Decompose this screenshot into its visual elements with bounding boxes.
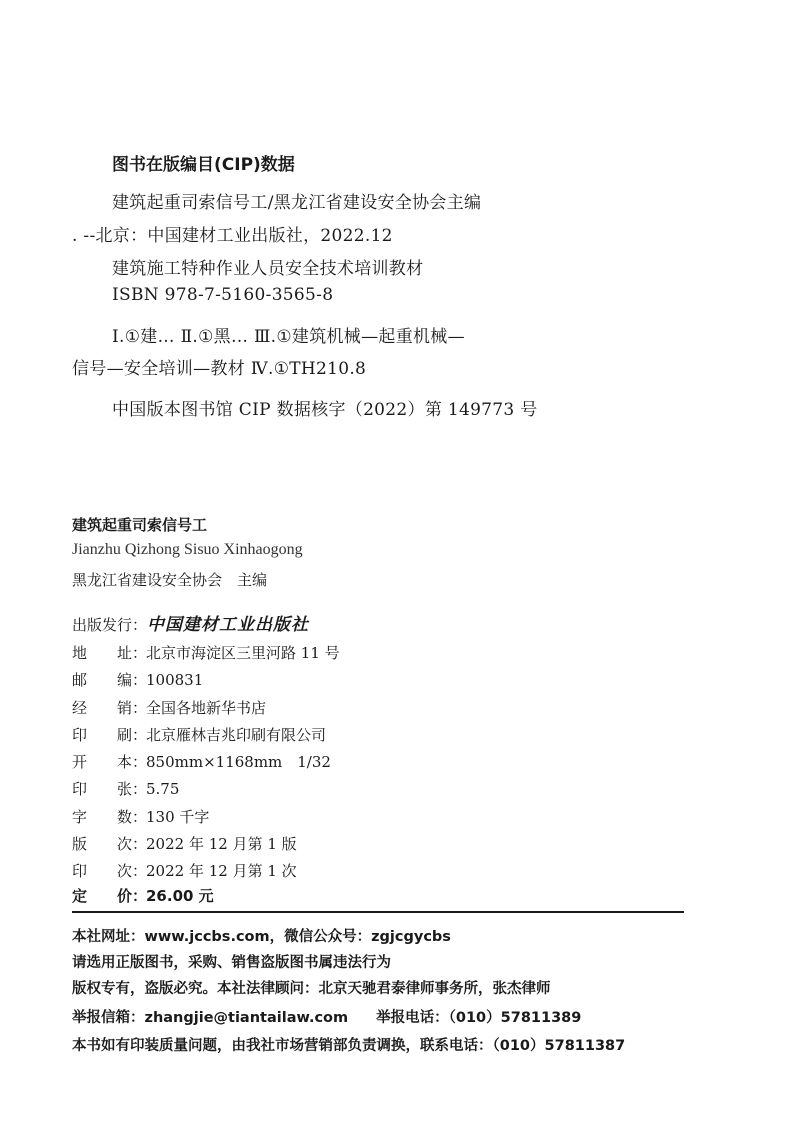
cip-line-series: 建筑施工特种作业人员安全技术培训教材	[112, 259, 424, 279]
detail-row	[72, 695, 340, 722]
detail-value: 5.75	[146, 780, 180, 799]
detail-row	[72, 722, 340, 749]
detail-label: 地 址：	[72, 644, 148, 662]
detail-value: 100831	[146, 671, 204, 690]
cip-line-isbn: ISBN 978-7-5160-3565-8	[112, 285, 334, 305]
publisher-line	[72, 610, 309, 635]
detail-value: 全国各地新华书店	[146, 698, 267, 717]
footer-report-phone: 举报电话：（010）57811389	[376, 1010, 582, 1026]
publisher-label: 出版发行：	[72, 616, 148, 634]
book-pinyin: Jianzhu Qizhong Sisuo Xinhaogong	[72, 541, 303, 558]
footer-warning: 请选用正版图书，采购、销售盗版图书属违法行为	[72, 955, 391, 971]
detail-value: 850mm×1168mm 1/32	[146, 753, 331, 772]
cip-line-classification: Ⅰ.①建… Ⅱ.①黑… Ⅲ.①建筑机械—起重机械—	[112, 327, 465, 347]
cip-line-imprint: . --北京：中国建材工业出版社，2022.12	[72, 226, 393, 246]
cip-line-classification-cont: 信号—安全培训—教材 Ⅳ.①TH210.8	[72, 359, 367, 379]
detail-value: 2022 年 12 月第 1 版	[146, 835, 297, 854]
cip-line-record-number: 中国版本图书馆 CIP 数据核字（2022）第 149773 号	[112, 400, 538, 420]
cip-title: 图书在版编目(CIP)数据	[112, 155, 295, 175]
detail-row	[72, 858, 340, 885]
price-label: 定 价：	[72, 887, 148, 905]
footer-report-email: 举报信箱：zhangjie@tiantailaw.com	[72, 1010, 349, 1026]
detail-row	[72, 831, 340, 858]
footer-website: 本社网址：www.jccbs.com，微信公众号：zgjcgycbs	[72, 929, 451, 945]
detail-value: 130 千字	[146, 807, 210, 826]
detail-label: 字 数：	[72, 807, 148, 826]
footer-copyright-line	[72, 977, 551, 998]
footer-report-line	[72, 1006, 581, 1027]
detail-row	[72, 804, 340, 831]
book-title: 建筑起重司索信号工	[72, 516, 208, 534]
detail-row	[72, 749, 340, 776]
price-value: 26.00 元	[146, 887, 214, 905]
detail-row	[72, 667, 340, 694]
detail-row	[72, 640, 340, 667]
cip-line-title: 建筑起重司索信号工/黑龙江省建设安全协会主编	[112, 193, 482, 213]
detail-label: 版 次：	[72, 835, 148, 854]
details-list	[72, 640, 340, 886]
footer-quality: 本书如有印装质量问题，由我社市场营销部负责调换，联系电话：（010）57811387	[72, 1038, 626, 1054]
price-line	[72, 885, 214, 906]
detail-label: 印 刷：	[72, 725, 148, 744]
detail-value: 北京雁林吉兆印刷有限公司	[146, 725, 327, 744]
detail-label: 邮 编：	[72, 671, 148, 690]
detail-label: 经 销：	[72, 698, 148, 717]
footer-legal: 本社法律顾问：北京天驰君泰律师事务所，张杰律师	[217, 981, 551, 997]
book-editor: 黑龙江省建设安全协会 主编	[72, 571, 268, 589]
detail-label: 开 本：	[72, 753, 148, 772]
detail-value: 北京市海淀区三里河路 11 号	[146, 644, 340, 662]
detail-label: 印 张：	[72, 780, 148, 799]
detail-value: 2022 年 12 月第 1 次	[146, 862, 297, 881]
detail-label: 印 次：	[72, 862, 148, 881]
publisher-logo: 中国建材工业出版社	[147, 615, 310, 635]
separator-rule	[72, 911, 684, 913]
detail-row	[72, 776, 340, 803]
footer-copyright: 版权专有，盗版必究。	[72, 981, 217, 997]
